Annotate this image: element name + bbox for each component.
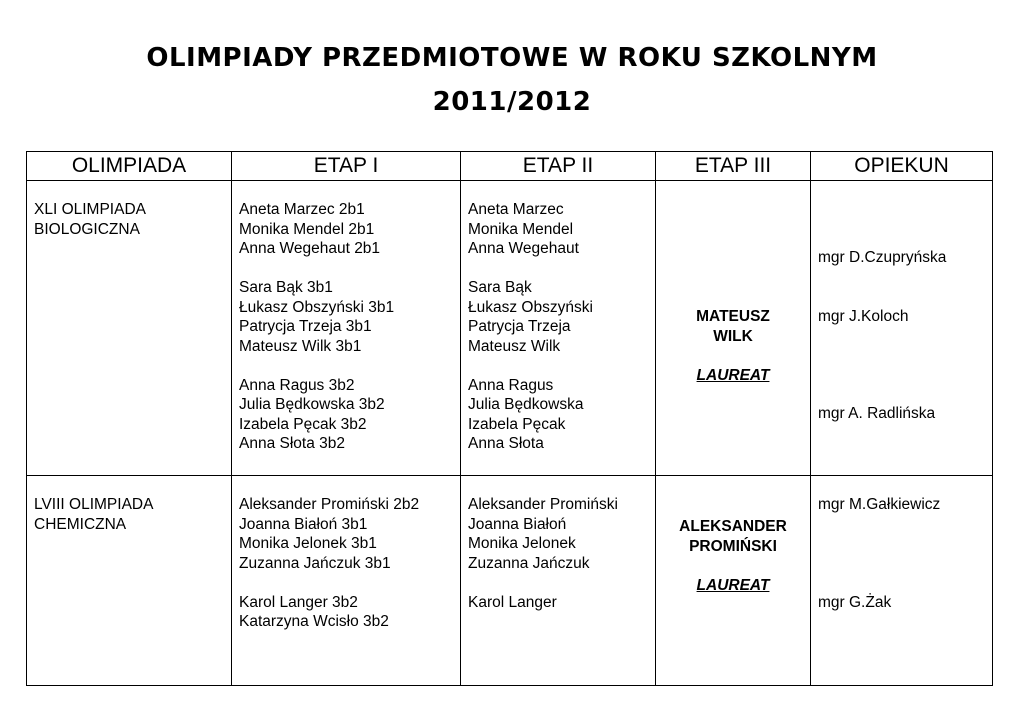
header-etap-2: ETAP II	[461, 152, 656, 181]
header-opiekun: OPIEKUN	[811, 152, 993, 181]
participant: Mateusz Wilk	[468, 337, 561, 355]
participant: Zuzanna Jańczuk	[468, 554, 590, 572]
etap-1-cell	[232, 476, 461, 686]
participant: Anna Słota 3b2	[239, 435, 346, 452]
page-title-line-2: 2011/2012	[432, 87, 592, 117]
laureate-block	[656, 307, 810, 385]
olimpiada-name-line: XLI OLIMPIADA	[34, 201, 146, 218]
olimpiada-cell	[27, 476, 232, 686]
opiekun-name: mgr A. Radlińska	[818, 405, 936, 422]
participant: Aleksander Promiński	[468, 496, 618, 513]
laureate-name: PROMIŃSKI	[689, 537, 777, 555]
etap-2-cell	[461, 181, 656, 476]
participant: Joanna Białoń	[468, 515, 567, 533]
laureate-award: LAUREAT	[696, 366, 770, 384]
participant-list	[232, 476, 460, 704]
participant: Zuzanna Jańczuk 3b1	[239, 554, 391, 572]
opiekun-cell	[811, 476, 993, 686]
header-olimpiada: OLIMPIADA	[27, 152, 232, 181]
participant: Joanna Białoń 3b1	[239, 515, 368, 533]
table-header-row	[27, 152, 993, 181]
olympiad-table	[26, 151, 993, 686]
participant: Karol Langer 3b2	[239, 593, 358, 611]
laureate-block	[656, 517, 810, 595]
laureate-award: LAUREAT	[696, 576, 770, 594]
participant: Monika Mendel 2b1	[239, 220, 375, 238]
participant: Anna Słota	[468, 435, 544, 452]
participant: Sara Bąk	[468, 279, 532, 296]
page-title-line-1: OLIMPIADY PRZEDMIOTOWE W ROKU SZKOLNYM	[146, 43, 878, 73]
etap-3-cell	[656, 476, 811, 686]
participant: Aneta Marzec	[468, 201, 564, 218]
olimpiada-name-line: CHEMICZNA	[34, 515, 127, 533]
participant: Anna Wegehaut 2b1	[239, 240, 381, 257]
opiekun-name: mgr D.Czupryńska	[818, 249, 947, 266]
etap-1-cell	[232, 181, 461, 476]
participant: Łukasz Obszyński 3b1	[239, 298, 395, 316]
participant: Monika Jelonek	[468, 535, 576, 552]
participant: Katarzyna Wcisło 3b2	[239, 613, 389, 630]
opiekun-name: mgr G.Żak	[818, 594, 892, 611]
etap-2-cell	[461, 476, 656, 686]
laureate-name: WILK	[713, 327, 753, 345]
participant: Julia Będkowska	[468, 396, 584, 413]
participant: Aneta Marzec 2b1	[239, 201, 365, 218]
participant-list	[461, 181, 655, 494]
opiekun-cell	[811, 181, 993, 476]
participant: Izabela Pęcak 3b2	[239, 415, 367, 433]
participant: Patrycja Trzeja	[468, 318, 571, 335]
participant-list	[461, 476, 655, 704]
laureate-name: MATEUSZ	[696, 308, 770, 325]
participant-list	[232, 181, 460, 494]
table-row	[27, 476, 993, 686]
olimpiada-name-line: BIOLOGICZNA	[34, 220, 140, 238]
participant: Julia Będkowska 3b2	[239, 396, 385, 413]
opiekun-name: mgr M.Gałkiewicz	[818, 496, 941, 513]
participant: Łukasz Obszyński	[468, 298, 593, 316]
header-etap-3: ETAP III	[656, 152, 811, 181]
participant: Patrycja Trzeja 3b1	[239, 318, 372, 335]
table-row	[27, 181, 993, 476]
participant: Aleksander Promiński 2b2	[239, 496, 420, 513]
participant: Anna Ragus 3b2	[239, 376, 355, 394]
participant: Monika Jelonek 3b1	[239, 535, 377, 552]
participant: Izabela Pęcak	[468, 415, 566, 433]
opiekun-name: mgr J.Koloch	[818, 308, 909, 325]
participant: Sara Bąk 3b1	[239, 279, 333, 296]
participant: Anna Wegehaut	[468, 240, 579, 257]
etap-3-cell	[656, 181, 811, 476]
participant: Anna Ragus	[468, 376, 554, 394]
participant: Monika Mendel	[468, 220, 574, 238]
page-title	[0, 36, 1024, 124]
olimpiada-cell	[27, 181, 232, 476]
olimpiada-name-line: LVIII OLIMPIADA	[34, 496, 154, 513]
laureate-name: ALEKSANDER	[679, 518, 787, 535]
participant: Karol Langer	[468, 593, 557, 611]
participant: Mateusz Wilk 3b1	[239, 337, 362, 355]
header-etap-1: ETAP I	[232, 152, 461, 181]
